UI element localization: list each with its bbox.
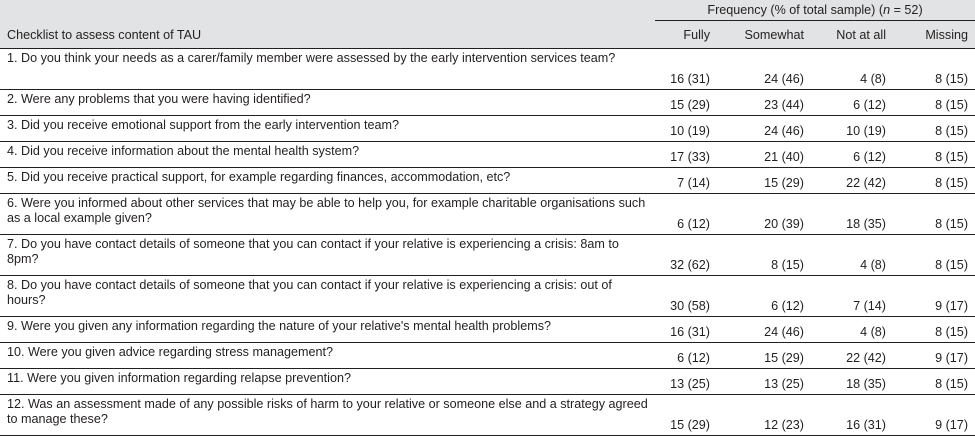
- table-row: [0, 395, 975, 436]
- fully-cell: 6 (12): [655, 343, 717, 369]
- somewhat-cell: 12 (23): [717, 395, 811, 436]
- not-at-all-cell: 4 (8): [811, 235, 893, 276]
- somewhat-cell: 13 (25): [717, 369, 811, 395]
- table-row: [0, 369, 975, 395]
- missing-cell: 9 (17): [893, 343, 975, 369]
- not-at-all-cell: 4 (8): [811, 49, 893, 90]
- fully-cell: 16 (31): [655, 49, 717, 90]
- somewhat-cell: 23 (44): [717, 90, 811, 116]
- not-at-all-cell: 7 (14): [811, 276, 893, 317]
- column-header-not-at-all: Not at all: [811, 21, 893, 49]
- missing-cell: 8 (15): [893, 116, 975, 142]
- missing-cell: 8 (15): [893, 317, 975, 343]
- not-at-all-cell: 22 (42): [811, 343, 893, 369]
- frequency-label-text: Frequency (% of total sample) (: [707, 3, 884, 17]
- frequency-header: [655, 0, 975, 21]
- missing-cell: 8 (15): [893, 90, 975, 116]
- question-cell: 2. Were any problems that you were having identified?: [0, 90, 655, 116]
- question-cell: 7. Do you have contact details of someone that you can contact if your relative is experiencing a crisis: 8am to 8pm?: [0, 235, 655, 276]
- column-header-question: Checklist to assess content of TAU: [0, 21, 655, 49]
- table-row: [0, 317, 975, 343]
- n-symbol: n: [883, 3, 891, 17]
- missing-cell: 8 (15): [893, 142, 975, 168]
- fully-cell: 7 (14): [655, 168, 717, 194]
- missing-cell: 8 (15): [893, 49, 975, 90]
- somewhat-cell: 24 (46): [717, 49, 811, 90]
- fully-cell: 32 (62): [655, 235, 717, 276]
- fully-cell: 30 (58): [655, 276, 717, 317]
- not-at-all-cell: 4 (8): [811, 317, 893, 343]
- question-cell: 12. Was an assessment made of any possible risks of harm to your relative or someone else and a strategy agreed to manage these?: [0, 395, 655, 436]
- question-cell: 6. Were you informed about other services that may be able to help you, for example charitable organisations such as a local example given?: [0, 194, 655, 235]
- table-row: [0, 235, 975, 276]
- column-header-somewhat: Somewhat: [717, 21, 811, 49]
- not-at-all-cell: 22 (42): [811, 168, 893, 194]
- table-row: [0, 90, 975, 116]
- table-row: [0, 168, 975, 194]
- question-cell: 3. Did you receive emotional support from the early intervention team?: [0, 116, 655, 142]
- missing-cell: 8 (15): [893, 369, 975, 395]
- question-cell: 11. Were you given information regarding relapse prevention?: [0, 369, 655, 395]
- question-cell: 1. Do you think your needs as a carer/family member were assessed by the early intervention services team?: [0, 49, 655, 90]
- fully-cell: 15 (29): [655, 395, 717, 436]
- question-cell: 10. Were you given advice regarding stress management?: [0, 343, 655, 369]
- column-header-fully: Fully: [655, 21, 717, 49]
- somewhat-cell: 21 (40): [717, 142, 811, 168]
- header-row-columns: [0, 21, 975, 49]
- table-row: [0, 343, 975, 369]
- fully-cell: 15 (29): [655, 90, 717, 116]
- missing-cell: 8 (15): [893, 194, 975, 235]
- not-at-all-cell: 18 (35): [811, 194, 893, 235]
- table-row: [0, 276, 975, 317]
- not-at-all-cell: 6 (12): [811, 90, 893, 116]
- missing-cell: 8 (15): [893, 168, 975, 194]
- table-row: [0, 116, 975, 142]
- fully-cell: 13 (25): [655, 369, 717, 395]
- somewhat-cell: 24 (46): [717, 116, 811, 142]
- missing-cell: 9 (17): [893, 276, 975, 317]
- missing-cell: 8 (15): [893, 235, 975, 276]
- header-row-frequency: [0, 0, 975, 21]
- missing-cell: 9 (17): [893, 395, 975, 436]
- n-value: = 52): [890, 3, 923, 17]
- somewhat-cell: 24 (46): [717, 317, 811, 343]
- not-at-all-cell: 16 (31): [811, 395, 893, 436]
- question-cell: 4. Did you receive information about the mental health system?: [0, 142, 655, 168]
- header-empty-cell: [0, 0, 655, 21]
- table-row: [0, 49, 975, 90]
- fully-cell: 10 (19): [655, 116, 717, 142]
- question-cell: 8. Do you have contact details of someone that you can contact if your relative is experiencing a crisis: out of hours?: [0, 276, 655, 317]
- question-cell: 5. Did you receive practical support, for example regarding finances, accommodation, etc?: [0, 168, 655, 194]
- fully-cell: 17 (33): [655, 142, 717, 168]
- column-header-missing: Missing: [893, 21, 975, 49]
- table-row: [0, 194, 975, 235]
- not-at-all-cell: 10 (19): [811, 116, 893, 142]
- somewhat-cell: 8 (15): [717, 235, 811, 276]
- table-body: [0, 49, 975, 436]
- somewhat-cell: 6 (12): [717, 276, 811, 317]
- not-at-all-cell: 18 (35): [811, 369, 893, 395]
- somewhat-cell: 15 (29): [717, 168, 811, 194]
- table-row: [0, 142, 975, 168]
- question-cell: 9. Were you given any information regarding the nature of your relative's mental health problems?: [0, 317, 655, 343]
- not-at-all-cell: 6 (12): [811, 142, 893, 168]
- fully-cell: 16 (31): [655, 317, 717, 343]
- fully-cell: 6 (12): [655, 194, 717, 235]
- somewhat-cell: 20 (39): [717, 194, 811, 235]
- frequency-label: [655, 3, 975, 21]
- somewhat-cell: 15 (29): [717, 343, 811, 369]
